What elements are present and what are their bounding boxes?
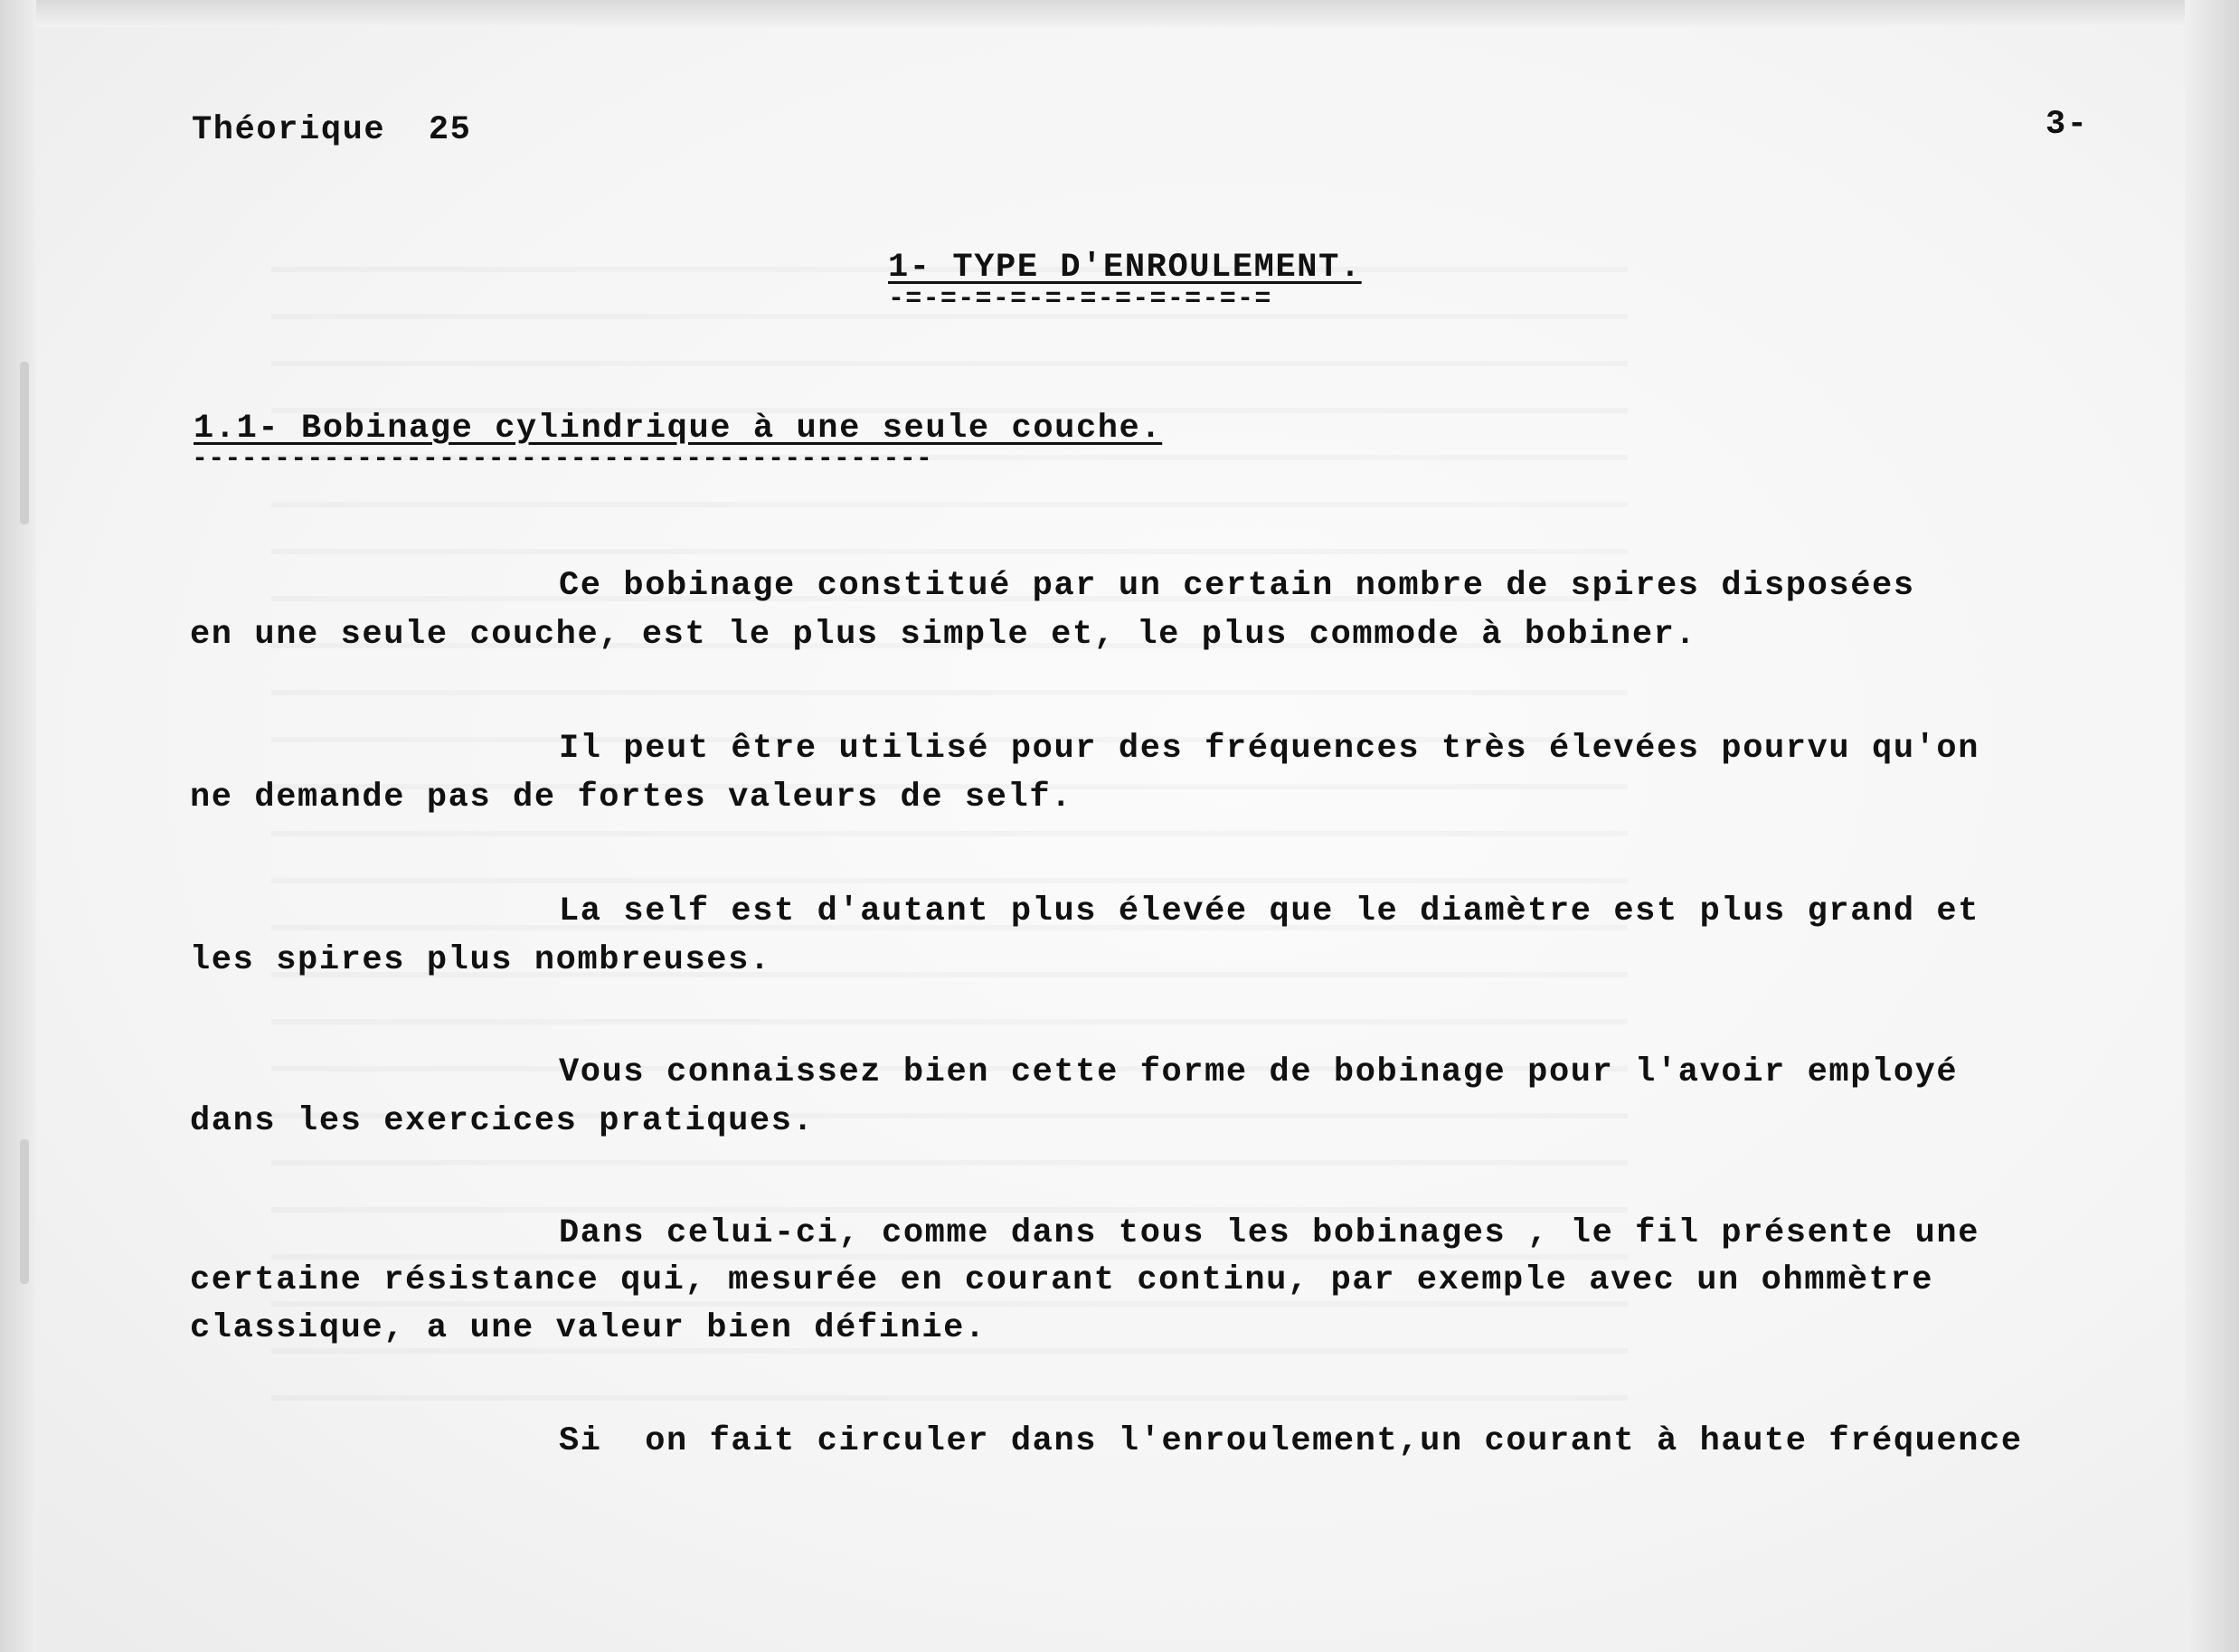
paragraph-line: les spires plus nombreuses. <box>190 941 771 979</box>
page-right-edge-shadow <box>2185 0 2239 1652</box>
course-name: Théorique <box>192 111 386 149</box>
paragraph-line: Il peut être utilisé pour des fréquences très élevées pourvu qu'on <box>559 730 1980 768</box>
page-header-course <box>192 107 471 154</box>
paragraph-line: Vous connaissez bien cette forme de bobinage pour l'avoir employé <box>559 1053 1959 1091</box>
paragraph-line: certaine résistance qui, mesurée en courant continu, par exemple avec un ohmmètre <box>190 1261 1934 1299</box>
binding-mark <box>20 362 29 524</box>
subsection-title-underline: --------------------------------------------- <box>192 444 933 475</box>
paragraph-line: ne demande pas de fortes valeurs de self. <box>190 779 1072 817</box>
subsection-title: 1.1- Bobinage cylindrique à une seule couche. <box>194 410 1163 448</box>
section-title-underline: -=-=-=-=-=-=-=-=-=-=-= <box>888 284 1272 315</box>
lesson-number: 25 <box>428 111 472 149</box>
page-left-edge-shadow <box>0 0 36 1652</box>
paragraph-line: La self est d'autant plus élevée que le diamètre est plus grand et <box>559 892 1980 930</box>
paragraph-line: Ce bobinage constitué par un certain nombre de spires disposées <box>559 567 1915 605</box>
paragraph-line: dans les exercices pratiques. <box>190 1102 815 1140</box>
paragraph-line: en une seule couche, est le plus simple et, le plus commode à bobiner. <box>190 616 1697 654</box>
binding-mark <box>20 1139 29 1284</box>
section-title: 1- TYPE D'ENROULEMENT. <box>888 249 1362 287</box>
paragraph-line: Si on fait circuler dans l'enroulement,un courant à haute fréquence <box>559 1422 2023 1460</box>
paragraph-line: Dans celui-ci, comme dans tous les bobinages , le fil présente une <box>559 1214 1980 1252</box>
page-number: 3- <box>2045 106 2089 144</box>
paragraph-line: classique, a une valeur bien définie. <box>190 1309 987 1347</box>
page-top-edge-shadow <box>0 0 2239 27</box>
